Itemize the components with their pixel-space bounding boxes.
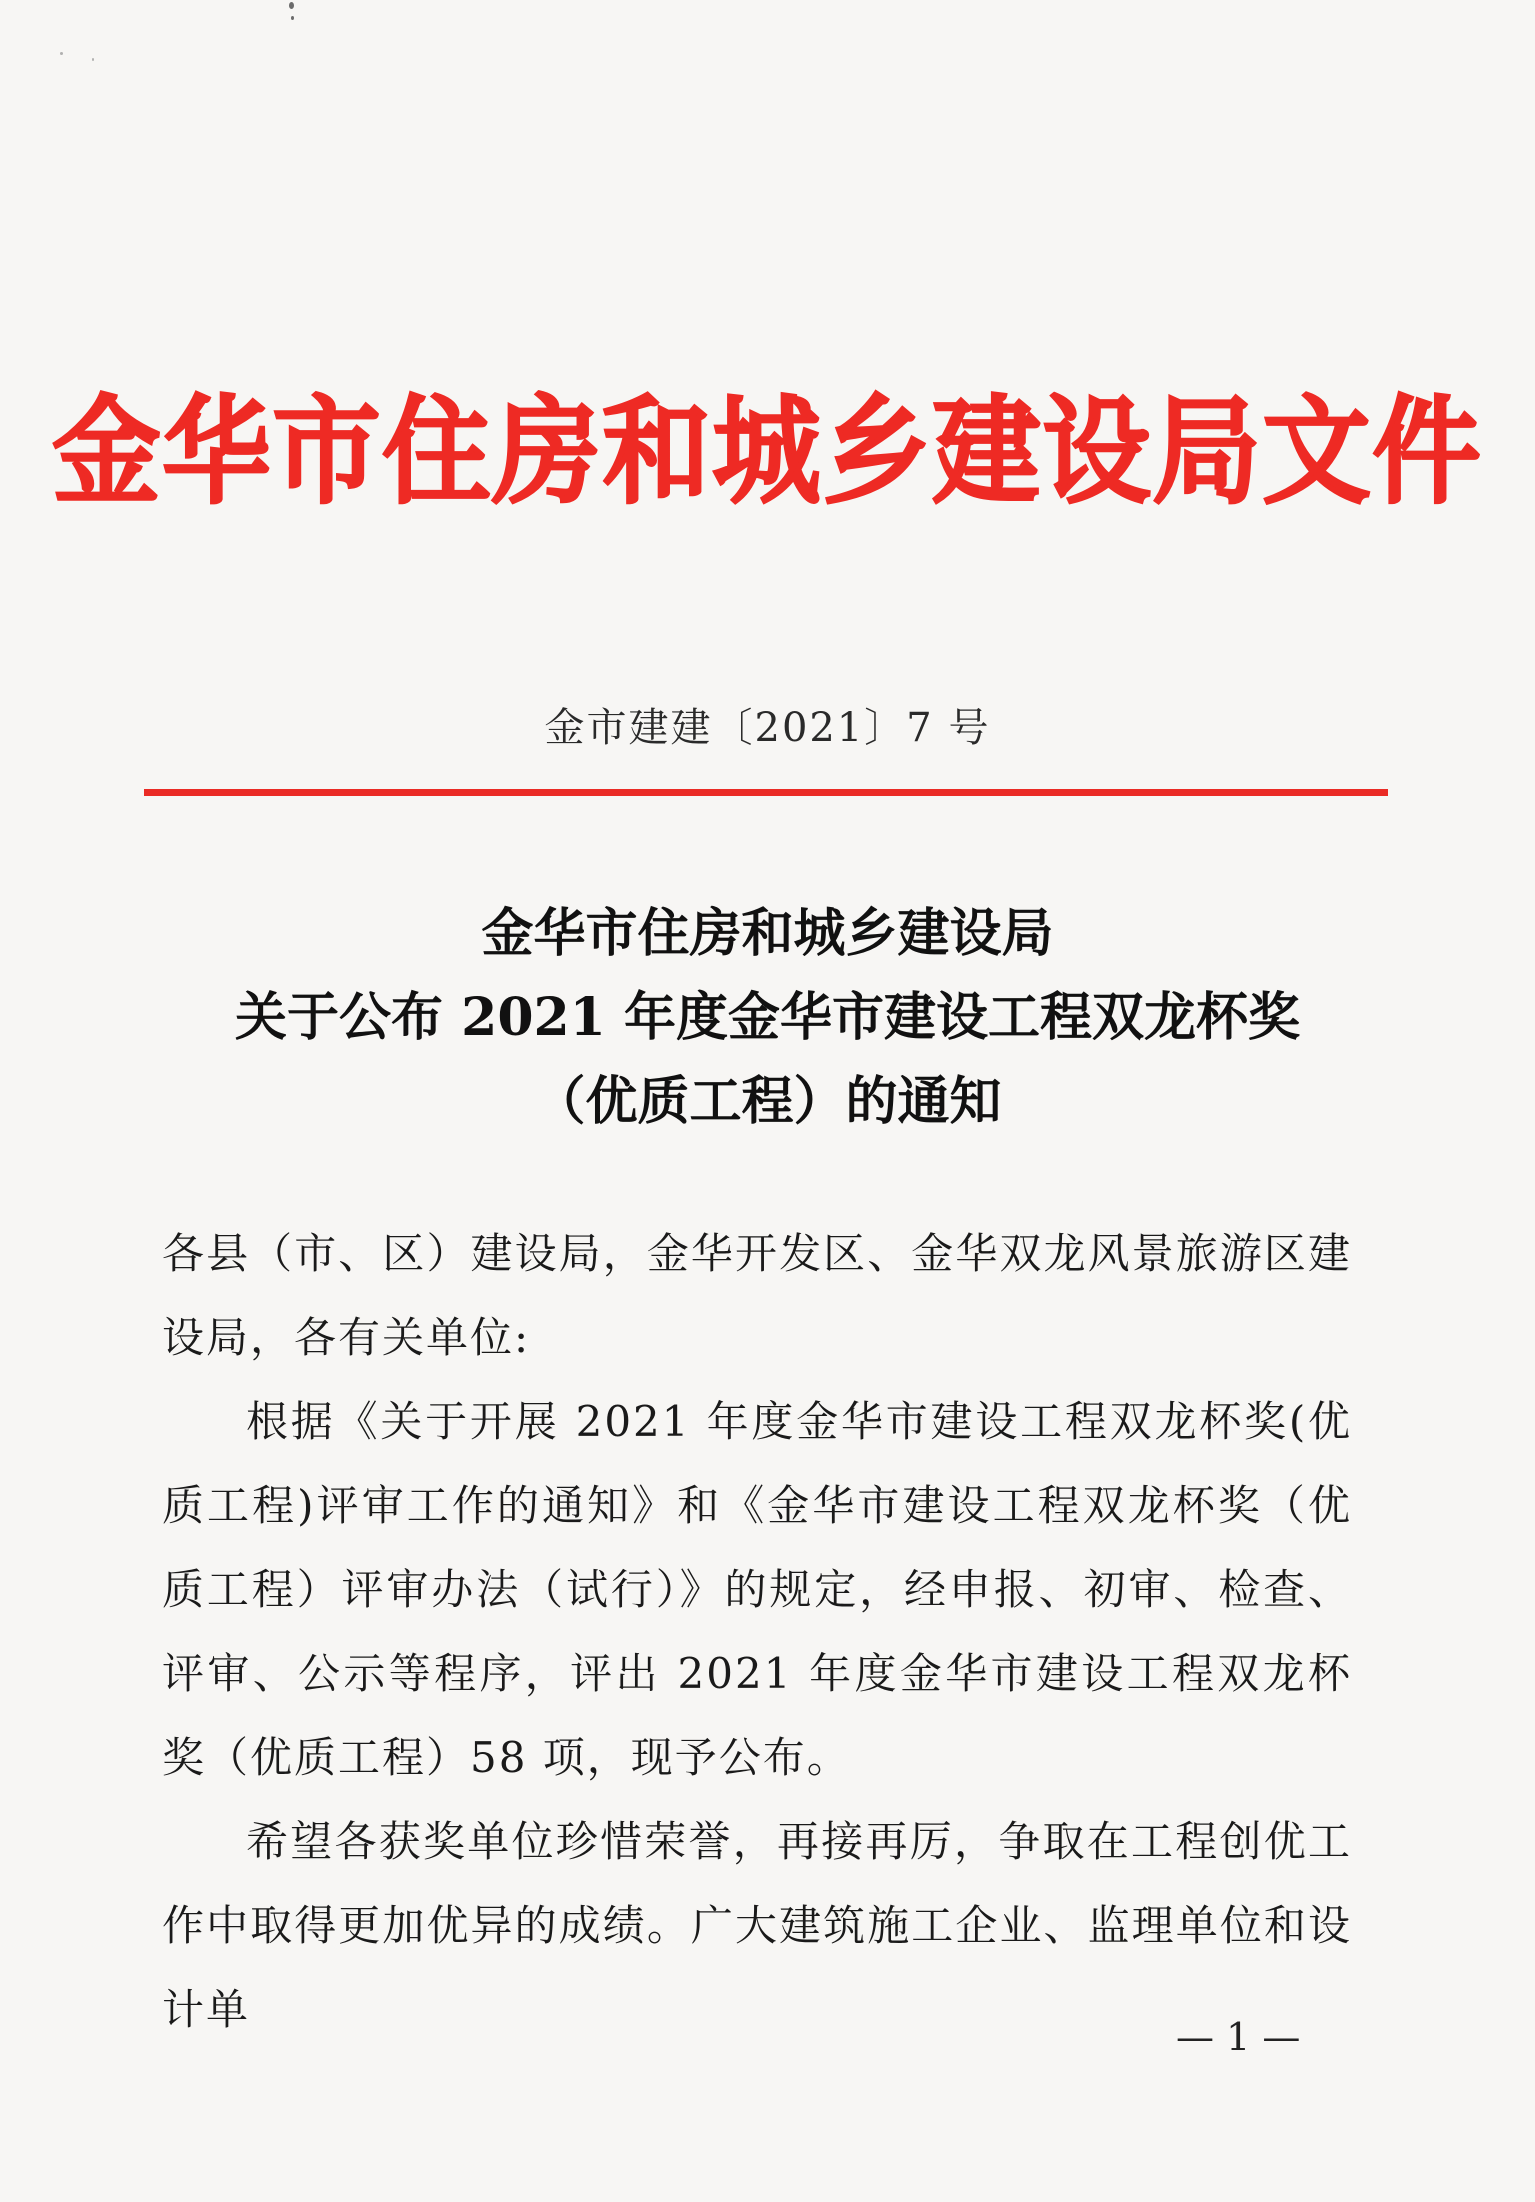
scan-speck (291, 16, 294, 20)
scan-speck (289, 2, 294, 9)
salutation: 各县（市、区）建设局，金华开发区、金华双龙风景旅游区建设局，各有关单位: (162, 1229, 1352, 1362)
scan-speck (60, 52, 63, 55)
body-paragraph-1: 根据《关于开展 2021 年度金华市建设工程双龙杯奖(优质工程)评审工作的通知》和《金华市建设工程双龙杯奖（优质工程）评审办法（试行）》的规定，经申报、初审、检查、评审、公示等程序，评出 2021 年度金华市建设工程双龙杯奖（优质工程）58 项，现予公布。 (162, 1397, 1352, 1782)
notice-title-line-2: 关于公布 2021 年度金华市建设工程双龙杯奖 (235, 987, 1300, 1048)
notice-body (162, 1212, 1352, 2052)
document-number: 金市建建〔2021〕7 号 (544, 705, 991, 751)
page-number: — 1 — (1176, 2015, 1301, 2059)
notice-title-line-1: 金华市住房和城乡建设局 (481, 903, 1054, 964)
notice-title-line-3: （优质工程）的通知 (533, 1071, 1002, 1132)
masthead-title: 金华市住房和城乡建设局文件 (52, 384, 1483, 520)
body-paragraph-2: 希望各获奖单位珍惜荣誉，再接再厉，争取在工程创优工作中取得更加优异的成绩。广大建筑施工企业、监理单位和设计单 (162, 1817, 1352, 2034)
scan-speck (92, 58, 94, 61)
red-divider-rule (144, 789, 1388, 796)
notice-title (0, 892, 1535, 1144)
